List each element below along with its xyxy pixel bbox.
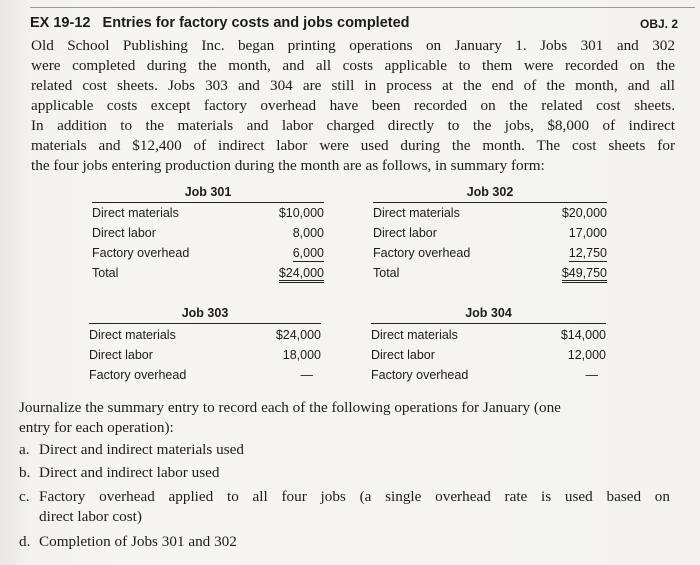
job-304-title: Job 304 — [465, 306, 512, 320]
row-label: Direct labor — [89, 348, 153, 362]
table-row — [373, 226, 607, 246]
row-label: Direct labor — [92, 226, 156, 240]
row-amount: 8,000 — [292, 226, 324, 240]
row-amount: $14,000 — [560, 328, 606, 342]
row-label: Factory overhead — [371, 368, 469, 382]
job-303-cost-sheet — [89, 306, 321, 386]
row-label: Total — [373, 266, 400, 280]
item-text: Factory overhead applied to all four jobs (a single overhead rate is used based on — [39, 488, 670, 505]
intro-line: materials and $12,400 of indirect labor were used during the month. The cost sheets for — [31, 137, 675, 154]
list-item — [19, 463, 220, 483]
item-marker: a. — [19, 441, 30, 458]
intro-line: the four jobs entering production during the month are as follows, in summary form: — [31, 157, 545, 174]
exercise-header — [30, 15, 678, 35]
row-label: Direct materials — [92, 206, 179, 220]
item-text: Direct and indirect labor used — [39, 464, 220, 481]
table-row — [373, 206, 607, 226]
item-marker: d. — [19, 533, 31, 550]
list-item — [19, 440, 244, 460]
row-amount: — — [300, 368, 313, 382]
objective-label: OBJ. 2 — [639, 17, 678, 31]
row-amount: $20,000 — [561, 206, 607, 220]
table-row — [89, 328, 321, 348]
row-amount: 18,000 — [282, 348, 321, 362]
row-label: Factory overhead — [89, 368, 187, 382]
row-label: Direct materials — [371, 328, 458, 342]
table-row — [92, 266, 324, 286]
row-amount: $24,000 — [279, 266, 324, 283]
row-amount: $24,000 — [275, 328, 321, 342]
table-row — [92, 206, 324, 226]
list-item — [19, 487, 670, 527]
job-302-cost-sheet — [373, 185, 607, 285]
table-row — [89, 348, 321, 368]
table-row — [89, 368, 321, 388]
table-row — [92, 246, 324, 266]
table-row — [371, 348, 606, 368]
item-text: Direct and indirect materials used — [39, 441, 244, 458]
job-304-cost-sheet — [371, 306, 606, 386]
intro-line: were completed during the month, and all costs applicable to them were recorded on the — [31, 57, 675, 74]
table-row — [92, 226, 324, 246]
row-amount: $10,000 — [278, 206, 324, 220]
row-label: Factory overhead — [373, 246, 471, 260]
header-rule — [371, 323, 606, 324]
row-label: Direct labor — [371, 348, 435, 362]
header-rule — [373, 202, 607, 203]
row-label: Direct materials — [373, 206, 460, 220]
exercise-title: EX 19-12 Entries for factory costs and jobs completed — [30, 15, 410, 31]
table-row — [371, 368, 606, 388]
job-301-title: Job 301 — [184, 185, 232, 199]
header-rule — [92, 202, 324, 203]
intro-line: Old School Publishing Inc. began printing operations on January 1. Jobs 301 and 302 — [31, 37, 675, 54]
row-amount: $49,750 — [562, 266, 607, 283]
item-marker: b. — [19, 464, 31, 481]
top-rule — [30, 7, 695, 8]
row-amount: 12,750 — [568, 246, 607, 260]
row-amount: 12,000 — [567, 348, 606, 362]
table-row — [373, 246, 607, 266]
intro-line: In addition to the materials and labor charged directly to the jobs, $8,000 of indirect — [31, 117, 675, 134]
intro-line: related cost sheets. Jobs 303 and 304 are still in process at the end of the month, and all — [31, 77, 675, 94]
item-marker: c. — [19, 488, 30, 505]
intro-line: applicable costs except factory overhead have been recorded on the related cost sheets. — [31, 97, 675, 114]
row-label: Factory overhead — [92, 246, 190, 260]
question-line: Journalize the summary entry to record each of the following operations for January (one — [19, 399, 561, 416]
row-label: Direct materials — [89, 328, 176, 342]
job-302-title: Job 302 — [466, 185, 514, 199]
table-row — [373, 266, 607, 286]
row-label: Total — [92, 266, 119, 280]
question-paragraph — [19, 398, 675, 438]
header-rule — [89, 323, 321, 324]
job-303-title: Job 303 — [181, 306, 229, 320]
question-line: entry for each operation): — [19, 419, 174, 436]
list-item — [19, 532, 237, 552]
item-text: direct labor cost) — [39, 508, 142, 525]
row-label: Direct labor — [373, 226, 437, 240]
row-amount: 17,000 — [568, 226, 607, 240]
row-amount: 6,000 — [292, 246, 324, 260]
intro-paragraph — [31, 36, 675, 176]
table-row — [371, 328, 606, 348]
row-amount: — — [585, 368, 598, 382]
job-301-cost-sheet — [92, 185, 324, 285]
item-text: Completion of Jobs 301 and 302 — [39, 533, 237, 550]
